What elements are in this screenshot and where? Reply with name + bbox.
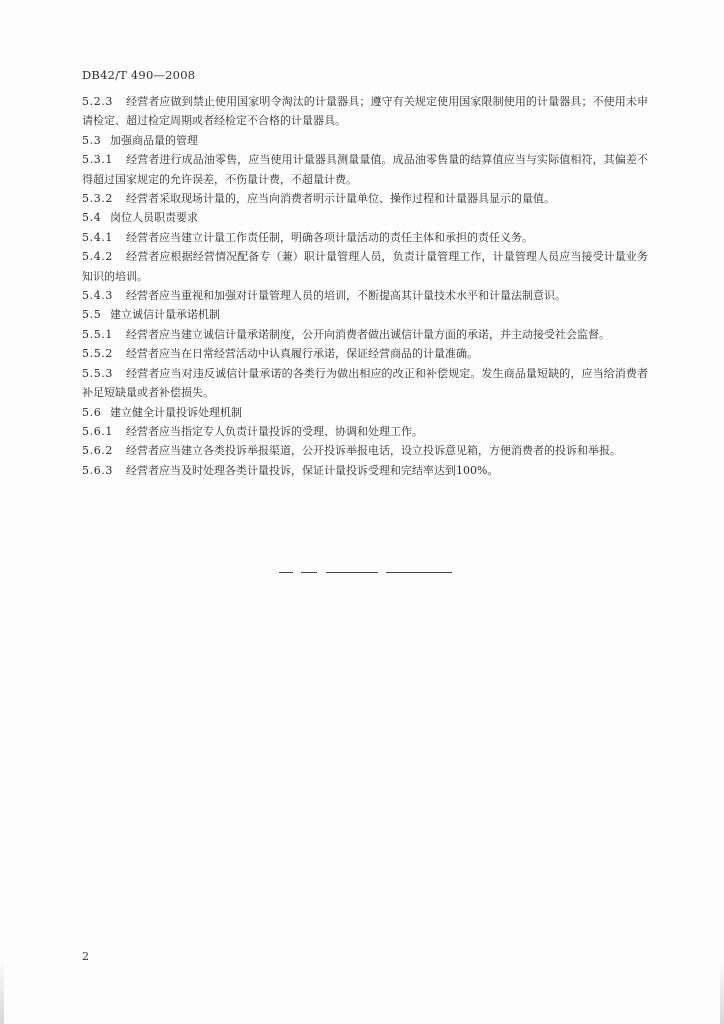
clause-number: 5.4.3 <box>82 289 113 303</box>
clause-text: 经营者应当建立计量工作责任制，明确各项计量活动的责任主体和承担的责任义务。 <box>126 230 533 244</box>
clause-number: 5.2.3 <box>82 95 113 108</box>
section-heading-5-6 <box>82 403 648 422</box>
clause-text: 经营者应当对违反诚信计量承诺的各类行为做出相应的改正和补偿规定。发生商品量短缺的，应当给消费者补足短缺量或者补偿损失。 <box>82 366 648 400</box>
clause-number: 5.4.2 <box>82 250 113 264</box>
clause-number: 5.6.1 <box>82 424 113 438</box>
scan-shadow-right <box>720 960 724 1024</box>
standard-code: DB42/T 490—2008 <box>82 68 196 82</box>
clause-5-5-3 <box>82 364 648 403</box>
clause-number: 5.3.2 <box>82 192 113 206</box>
clause-text: 经营者应当指定专人负责计量投诉的受理、协调和处理工作。 <box>126 424 423 438</box>
scan-shadow-left <box>0 960 4 1024</box>
end-of-document-rule <box>326 572 378 573</box>
clause-5-4-3 <box>82 286 648 305</box>
section-number: 5.6 <box>82 405 102 419</box>
clause-text: 经营者应根据经营情况配备专（兼）职计量管理人员，负责计量管理工作，计量管理人员应当接受计量业务知识的培训。 <box>82 250 648 283</box>
clause-5-2-3 <box>82 92 648 131</box>
clause-5-3-2 <box>82 189 648 208</box>
clause-5-6-3 <box>82 461 648 480</box>
section-heading-5-4 <box>82 208 648 227</box>
clause-5-5-1 <box>82 325 648 344</box>
clause-number: 5.6.2 <box>82 444 113 458</box>
section-number: 5.3 <box>82 133 102 147</box>
section-heading-5-3 <box>82 131 648 150</box>
clause-number: 5.5.1 <box>82 327 113 341</box>
clause-5-4-2 <box>82 247 648 286</box>
page-number: 2 <box>82 950 89 963</box>
clause-text: 经营者进行成品油零售，应当使用计量器具测量量值。成品油零售量的结算值应当与实际值相符，其偏差不得超过国家规定的允许误差，不伤量计费，不超量计费。 <box>82 153 648 186</box>
end-of-document-rule <box>386 572 452 573</box>
clause-text: 经营者应当在日常经营活动中认真履行承诺，保证经营商品的计量准确。 <box>126 347 478 361</box>
clause-text: 经营者应做到禁止使用国家明令淘汰的计量器具；遵守有关规定使用国家限制使用的计量器具；不使用未申请检定、超过检定周期或者经检定不合格的计量器具。 <box>82 95 648 128</box>
clause-5-3-1 <box>82 150 648 189</box>
section-heading-5-5 <box>82 305 648 324</box>
section-number: 5.5 <box>82 308 102 322</box>
clause-text: 经营者应当及时处理各类计量投诉，保证计量投诉受理和完结率达到100%。 <box>126 463 499 477</box>
clause-number: 5.5.2 <box>82 347 113 361</box>
section-title: 建立诚信计量承诺机制 <box>110 308 220 322</box>
clause-5-6-2 <box>82 441 648 460</box>
section-number: 5.4 <box>82 211 102 225</box>
clause-5-4-1 <box>82 228 648 247</box>
clause-number: 5.5.3 <box>82 366 113 380</box>
clause-5-6-1 <box>82 422 648 441</box>
clause-text: 经营者采取现场计量的，应当向消费者明示计量单位、操作过程和计量器具显示的量值。 <box>126 192 555 206</box>
clause-text: 经营者应当建立诚信计量承诺制度，公开向消费者做出诚信计量方面的承诺，并主动接受社会监督。 <box>126 327 610 341</box>
end-of-document-rule <box>301 572 317 573</box>
document-body <box>82 92 648 480</box>
end-of-document-rule <box>279 572 293 573</box>
clause-5-5-2 <box>82 344 648 363</box>
section-title: 建立健全计量投诉处理机制 <box>110 405 242 419</box>
clause-text: 经营者应当建立各类投诉举报渠道，公开投诉举报电话，设立投诉意见箱，方便消费者的投诉和举报。 <box>126 444 621 458</box>
section-title: 加强商品量的管理 <box>110 133 198 147</box>
section-title: 岗位人员职责要求 <box>110 211 198 225</box>
clause-number: 5.3.1 <box>82 153 113 167</box>
clause-number: 5.4.1 <box>82 230 113 244</box>
clause-number: 5.6.3 <box>82 463 113 477</box>
clause-text: 经营者应当重视和加强对计量管理人员的培训，不断提高其计量技术水平和计量法制意识。 <box>126 289 566 303</box>
